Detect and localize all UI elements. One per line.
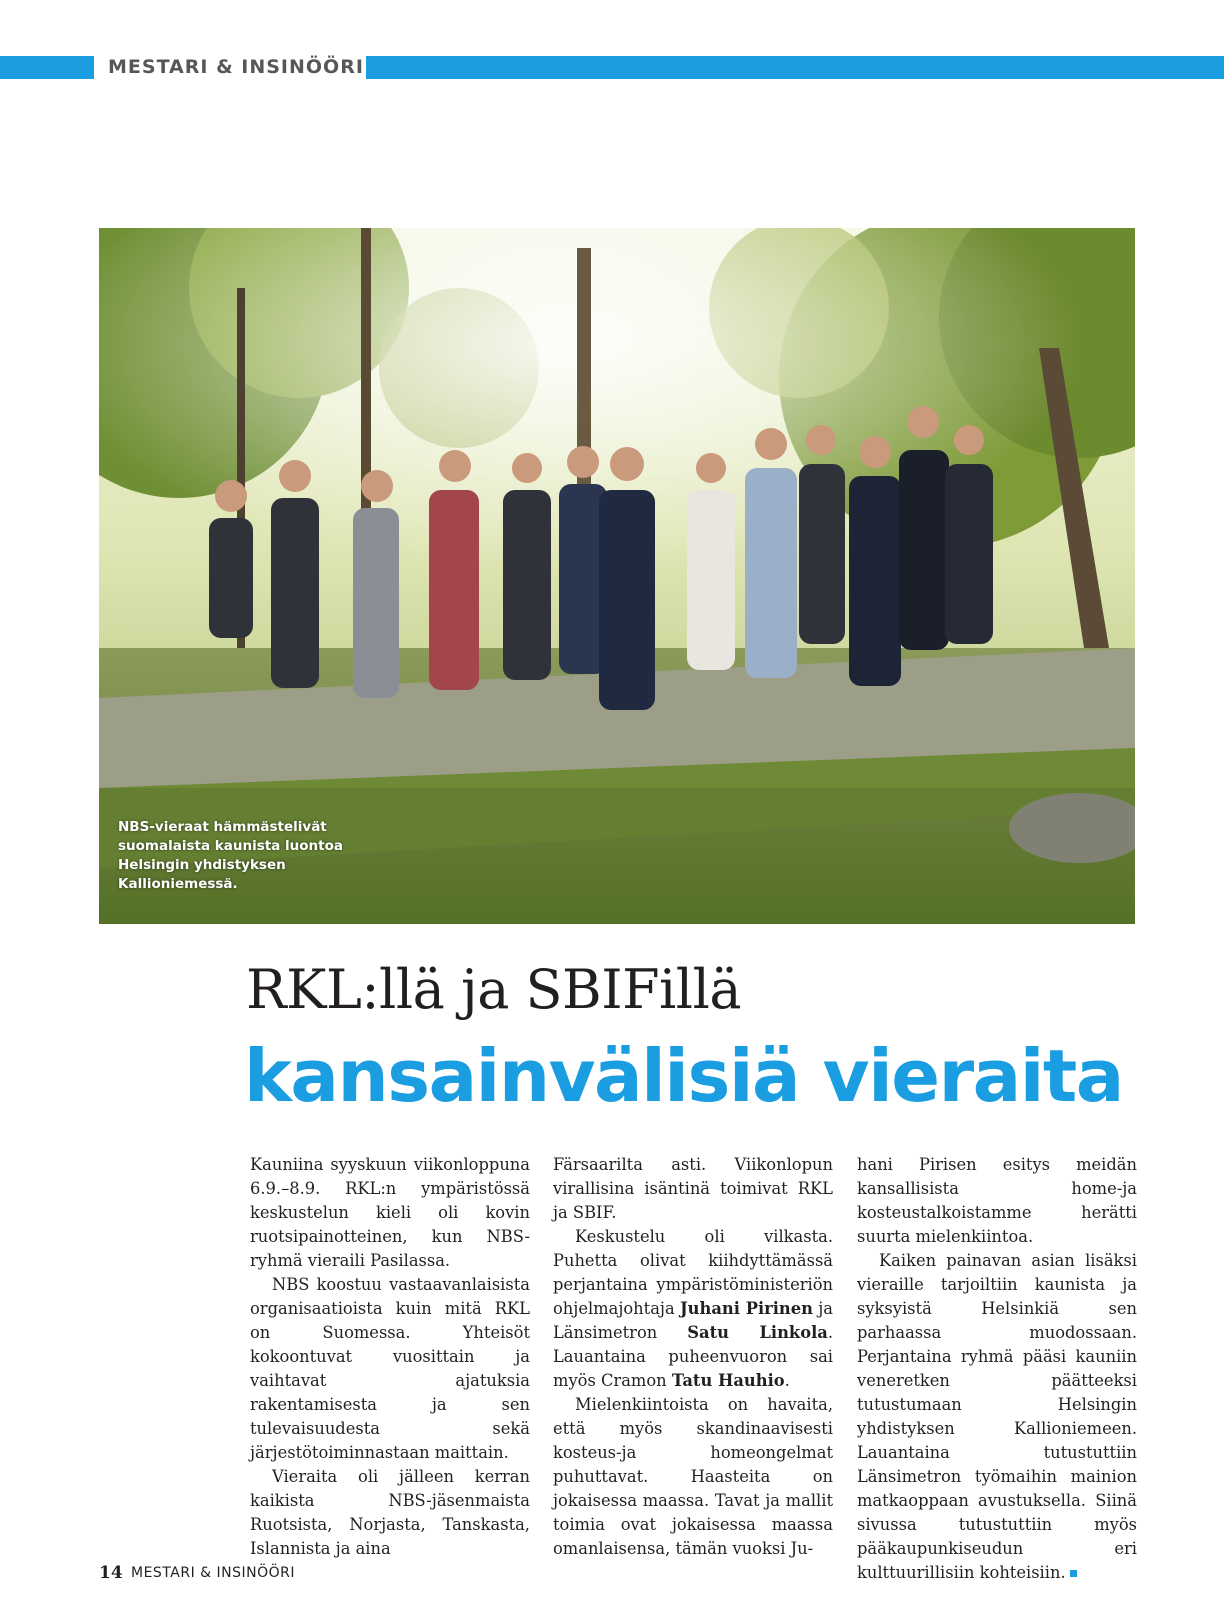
header-accent-bar-left (0, 56, 94, 79)
text-run: . (784, 1371, 790, 1390)
person-name: Satu Linkola (687, 1323, 828, 1342)
paragraph: Mielenkiintoista on havaita, että myös skandinaavisesti kosteus-ja homeongelmat puhuttavat. Haasteita on jokaisessa maassa. Tavat ja mallit toimia ovat jokaisessa maassa omanlaisensa, tämän vuoksi Ju- (553, 1395, 833, 1558)
article-column-3 (857, 1153, 1137, 1585)
text-run: ja Länsimetron (553, 1299, 833, 1342)
person-name: Tatu Hauhio (671, 1371, 785, 1390)
text-run: Kaiken painavan asian lisäksi vieraille tarjoiltiin kaunista ja syksyistä Helsinkiä sen parhaassa muodossaan. Perjantaina ryhmä pääsi kauniin veneretken päätteeksi tutustumaan Helsingin yhdistyksen Kallioniemeen. Lauantaina tutustuttiin Länsimetron työmaihin mainion matkaoppaan avustuksella. Siinä sivussa tutustuttiin myös pääkaupunkiseudun eri kulttuurillisiin kohteisiin. (857, 1251, 1137, 1582)
person-name: Juhani Pirinen (679, 1299, 813, 1318)
paragraph: hani Pirisen esitys meidän kansallisista home-ja kosteustalkoistamme herätti suurta mielenkiintoa. (857, 1155, 1137, 1246)
paragraph: Färsaarilta asti. Viikonlopun virallisina isäntinä toimivat RKL ja SBIF. (553, 1155, 833, 1222)
paragraph: NBS koostuu vastaavanlaisista organisaatioista kuin mitä RKL on Suomessa. Yhteisöt kokoontuvat vuosittain ja vaihtavat ajatuksia rakentamisesta ja sen tulevaisuudesta sekä järjestötoiminnastaan maittain. (250, 1275, 530, 1462)
text-run: . Lauantaina puheenvuoron sai myös Cramon (553, 1323, 833, 1390)
headline-line-2: kansainvälisiä vieraita (244, 1034, 1123, 1118)
paragraph (553, 1225, 833, 1393)
paragraph: Vieraita oli jälleen kerran kaikista NBS-jäsenmaista Ruotsista, Norjasta, Tanskasta, Islannista ja aina (250, 1467, 530, 1558)
section-label: MESTARI & INSINÖÖRI (108, 56, 364, 78)
paragraph (857, 1249, 1137, 1585)
article-column-2 (553, 1153, 833, 1561)
article-column-1 (250, 1153, 530, 1561)
end-of-article-square-icon (1070, 1570, 1077, 1577)
page-number: 14 (99, 1563, 123, 1583)
photo-caption: NBS-vieraat hämmästelivät suomalaista kaunista luontoa Helsingin yhdistyksen Kallioniemessä. (118, 819, 343, 892)
headline-line-1: RKL:llä ja SBIFillä (246, 958, 742, 1021)
header-accent-bar-right (366, 56, 1224, 79)
footer-magazine-name: MESTARI & INSINÖÖRI (131, 1565, 296, 1581)
paragraph: Kauniina syyskuun viikonloppuna 6.9.–8.9. RKL:n ympäristössä keskustelun kieli oli kovin ruotsipainotteinen, kun NBS-ryhmä vieraili Pasilassa. (250, 1155, 530, 1270)
text-run: Keskustelu oli vilkasta. Puhetta olivat kiihdyttämässä perjantaina ympäristöministeriön ohjelmajohtaja (553, 1227, 833, 1318)
